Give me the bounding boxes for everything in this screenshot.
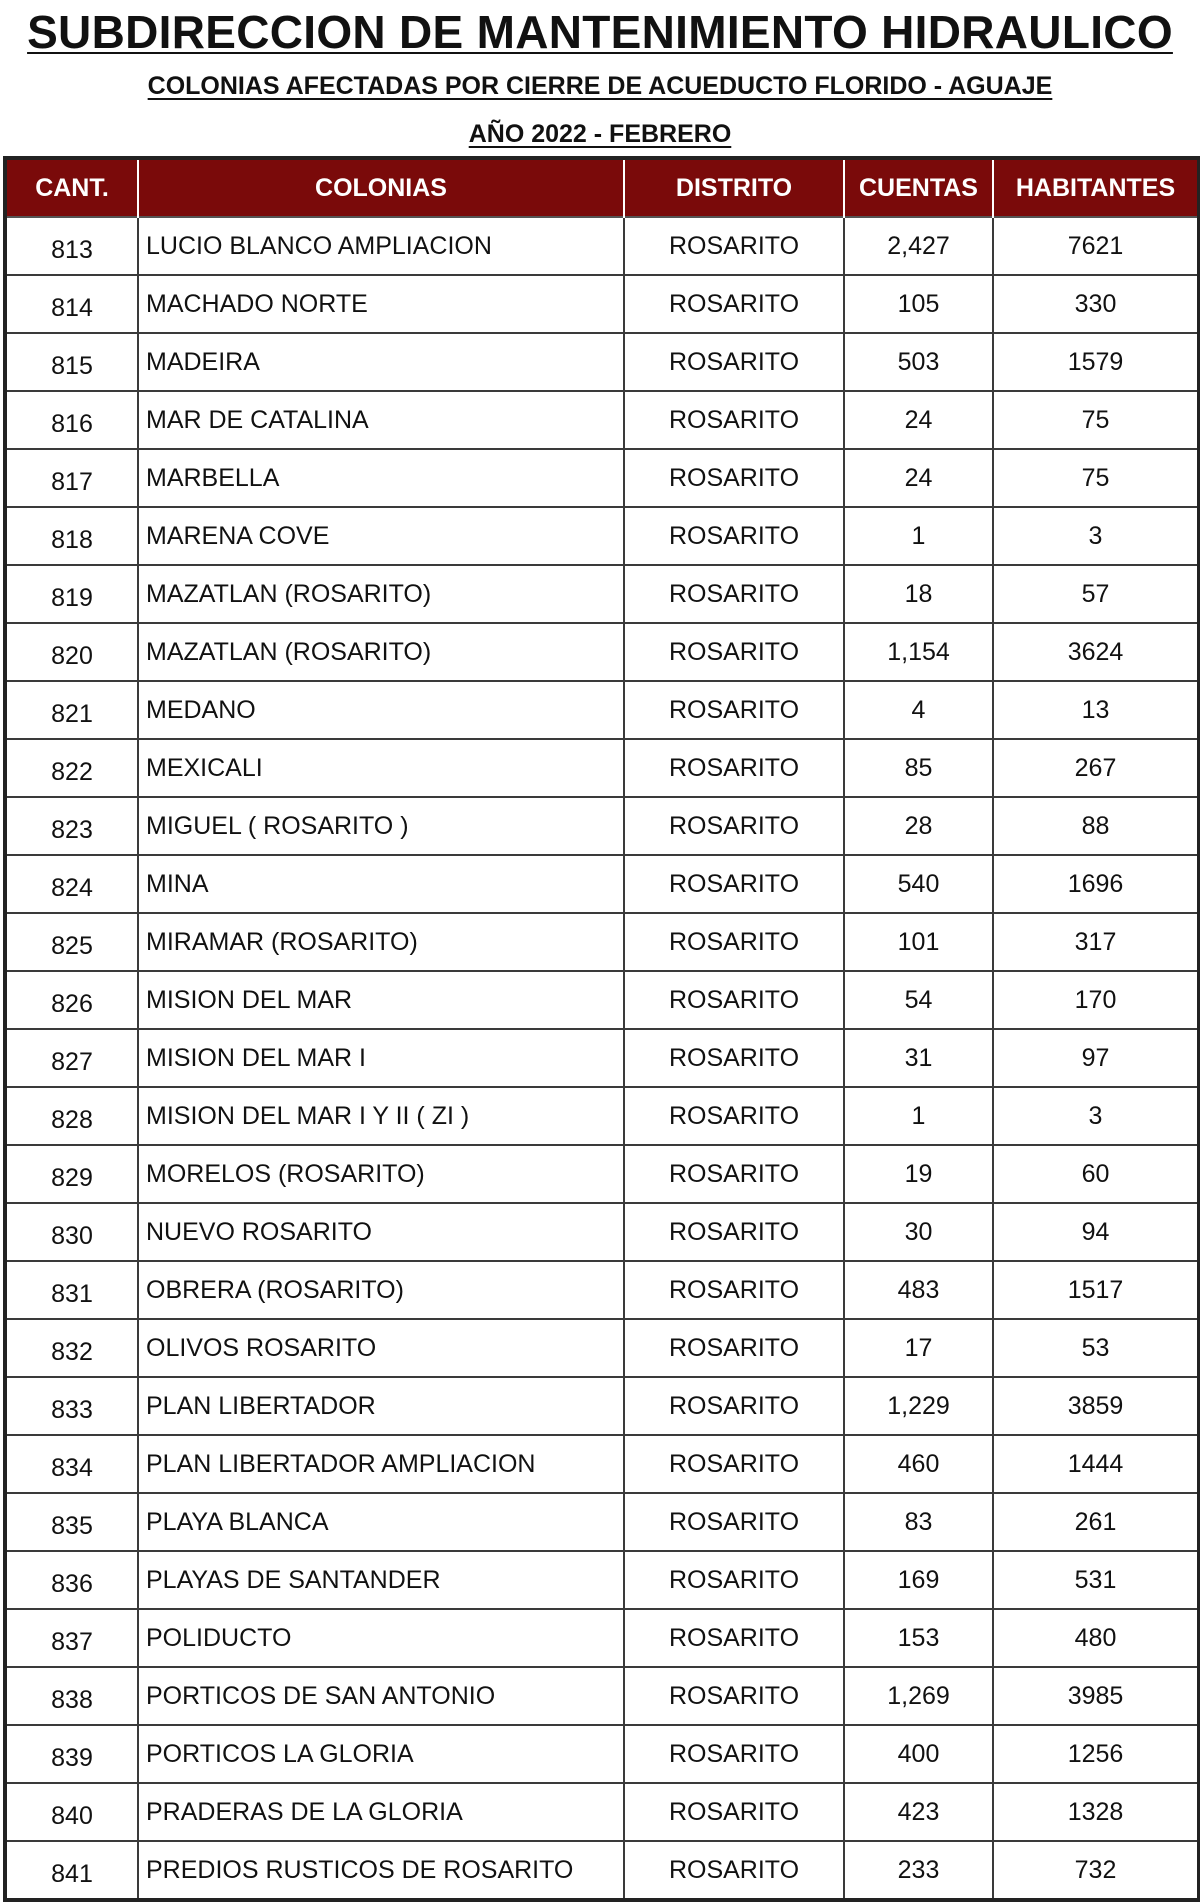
- cell-distrito: ROSARITO: [624, 449, 844, 507]
- column-header-colonias: COLONIAS: [138, 158, 624, 217]
- table-row: [5, 1145, 1199, 1203]
- cell-colonia: LUCIO BLANCO AMPLIACION: [138, 217, 624, 275]
- table-header-row: [5, 158, 1199, 217]
- table-row: [5, 971, 1199, 1029]
- cell-cuentas: 1: [844, 1087, 993, 1145]
- cell-colonia: MACHADO NORTE: [138, 275, 624, 333]
- cell-distrito: ROSARITO: [624, 1667, 844, 1725]
- cell-cant: 822: [5, 739, 138, 797]
- cell-cant: 835: [5, 1493, 138, 1551]
- cell-distrito: ROSARITO: [624, 1203, 844, 1261]
- cell-cuentas: 24: [844, 391, 993, 449]
- cell-distrito: ROSARITO: [624, 1493, 844, 1551]
- cell-distrito: ROSARITO: [624, 797, 844, 855]
- cell-colonia: MISION DEL MAR: [138, 971, 624, 1029]
- table-row: [5, 1377, 1199, 1435]
- cell-colonia: MEXICALI: [138, 739, 624, 797]
- cell-colonia: OBRERA (ROSARITO): [138, 1261, 624, 1319]
- column-header-cuentas: CUENTAS: [844, 158, 993, 217]
- table-row: [5, 913, 1199, 971]
- document-title: SUBDIRECCION DE MANTENIMIENTO HIDRAULICO: [27, 6, 1173, 58]
- cell-cant: 818: [5, 507, 138, 565]
- table-row: [5, 681, 1199, 739]
- cell-cuentas: 153: [844, 1609, 993, 1667]
- cell-habitantes: 3859: [993, 1377, 1199, 1435]
- cell-cuentas: 30: [844, 1203, 993, 1261]
- cell-cant: 816: [5, 391, 138, 449]
- cell-cant: 813: [5, 217, 138, 275]
- cell-colonia: MINA: [138, 855, 624, 913]
- cell-habitantes: 1517: [993, 1261, 1199, 1319]
- cell-cuentas: 2,427: [844, 217, 993, 275]
- cell-colonia: MAZATLAN (ROSARITO): [138, 623, 624, 681]
- cell-habitantes: 88: [993, 797, 1199, 855]
- cell-habitantes: 3985: [993, 1667, 1199, 1725]
- cell-cuentas: 503: [844, 333, 993, 391]
- cell-distrito: ROSARITO: [624, 1725, 844, 1783]
- cell-cuentas: 169: [844, 1551, 993, 1609]
- cell-habitantes: 531: [993, 1551, 1199, 1609]
- cell-distrito: ROSARITO: [624, 971, 844, 1029]
- cell-cant: 829: [5, 1145, 138, 1203]
- cell-distrito: ROSARITO: [624, 623, 844, 681]
- cell-colonia: PLAYA BLANCA: [138, 1493, 624, 1551]
- cell-distrito: ROSARITO: [624, 565, 844, 623]
- cell-cant: 837: [5, 1609, 138, 1667]
- cell-habitantes: 75: [993, 449, 1199, 507]
- column-header-cant: CANT.: [5, 158, 138, 217]
- cell-distrito: ROSARITO: [624, 739, 844, 797]
- cell-cant: 833: [5, 1377, 138, 1435]
- cell-distrito: ROSARITO: [624, 1261, 844, 1319]
- cell-cant: 815: [5, 333, 138, 391]
- colonias-table: [3, 156, 1200, 1902]
- table-row: [5, 739, 1199, 797]
- cell-cuentas: 1,229: [844, 1377, 993, 1435]
- cell-cant: 827: [5, 1029, 138, 1087]
- cell-cant: 821: [5, 681, 138, 739]
- table-row: [5, 391, 1199, 449]
- cell-habitantes: 3624: [993, 623, 1199, 681]
- cell-cuentas: 483: [844, 1261, 993, 1319]
- cell-distrito: ROSARITO: [624, 1319, 844, 1377]
- table-row: [5, 1841, 1199, 1900]
- document-subtitle: COLONIAS AFECTADAS POR CIERRE DE ACUEDUCTO FLORIDO - AGUAJE: [147, 72, 1053, 100]
- cell-habitantes: 1579: [993, 333, 1199, 391]
- cell-habitantes: 53: [993, 1319, 1199, 1377]
- cell-cant: 841: [5, 1841, 138, 1900]
- cell-habitantes: 13: [993, 681, 1199, 739]
- cell-cuentas: 28: [844, 797, 993, 855]
- cell-distrito: ROSARITO: [624, 1377, 844, 1435]
- cell-cuentas: 85: [844, 739, 993, 797]
- cell-colonia: MARBELLA: [138, 449, 624, 507]
- cell-cuentas: 83: [844, 1493, 993, 1551]
- cell-distrito: ROSARITO: [624, 1609, 844, 1667]
- table-row: [5, 449, 1199, 507]
- cell-colonia: PRADERAS DE LA GLORIA: [138, 1783, 624, 1841]
- cell-cant: 832: [5, 1319, 138, 1377]
- cell-cant: 826: [5, 971, 138, 1029]
- cell-cant: 840: [5, 1783, 138, 1841]
- column-header-distrito: DISTRITO: [624, 158, 844, 217]
- cell-colonia: POLIDUCTO: [138, 1609, 624, 1667]
- cell-colonia: PLAYAS DE SANTANDER: [138, 1551, 624, 1609]
- cell-cant: 836: [5, 1551, 138, 1609]
- cell-colonia: PORTICOS DE SAN ANTONIO: [138, 1667, 624, 1725]
- cell-cant: 834: [5, 1435, 138, 1493]
- table-row: [5, 565, 1199, 623]
- cell-colonia: MIRAMAR (ROSARITO): [138, 913, 624, 971]
- cell-cuentas: 460: [844, 1435, 993, 1493]
- cell-distrito: ROSARITO: [624, 855, 844, 913]
- cell-cant: 823: [5, 797, 138, 855]
- cell-colonia: MADEIRA: [138, 333, 624, 391]
- cell-habitantes: 75: [993, 391, 1199, 449]
- cell-cant: 838: [5, 1667, 138, 1725]
- cell-colonia: PREDIOS RUSTICOS DE ROSARITO: [138, 1841, 624, 1900]
- cell-cant: 824: [5, 855, 138, 913]
- cell-colonia: MIGUEL ( ROSARITO ): [138, 797, 624, 855]
- cell-habitantes: 3: [993, 507, 1199, 565]
- cell-habitantes: 330: [993, 275, 1199, 333]
- cell-cuentas: 18: [844, 565, 993, 623]
- cell-habitantes: 60: [993, 1145, 1199, 1203]
- table-row: [5, 855, 1199, 913]
- cell-habitantes: 3: [993, 1087, 1199, 1145]
- cell-cuentas: 54: [844, 971, 993, 1029]
- cell-distrito: ROSARITO: [624, 1087, 844, 1145]
- cell-distrito: ROSARITO: [624, 391, 844, 449]
- cell-habitantes: 732: [993, 1841, 1199, 1900]
- cell-cant: 825: [5, 913, 138, 971]
- cell-colonia: PLAN LIBERTADOR AMPLIACION: [138, 1435, 624, 1493]
- table-row: [5, 623, 1199, 681]
- table-row: [5, 1783, 1199, 1841]
- cell-distrito: ROSARITO: [624, 507, 844, 565]
- table-row: [5, 217, 1199, 275]
- cell-colonia: PLAN LIBERTADOR: [138, 1377, 624, 1435]
- cell-habitantes: 94: [993, 1203, 1199, 1261]
- cell-cant: 831: [5, 1261, 138, 1319]
- table-row: [5, 1435, 1199, 1493]
- cell-cuentas: 1: [844, 507, 993, 565]
- cell-colonia: MORELOS (ROSARITO): [138, 1145, 624, 1203]
- cell-cuentas: 233: [844, 1841, 993, 1900]
- table-row: [5, 507, 1199, 565]
- cell-distrito: ROSARITO: [624, 1783, 844, 1841]
- table-row: [5, 1493, 1199, 1551]
- cell-distrito: ROSARITO: [624, 1551, 844, 1609]
- table-body: [5, 217, 1199, 1900]
- cell-distrito: ROSARITO: [624, 275, 844, 333]
- cell-cuentas: 101: [844, 913, 993, 971]
- cell-cuentas: 400: [844, 1725, 993, 1783]
- cell-cant: 817: [5, 449, 138, 507]
- cell-cant: 819: [5, 565, 138, 623]
- cell-habitantes: 1696: [993, 855, 1199, 913]
- cell-colonia: MISION DEL MAR I Y II ( ZI ): [138, 1087, 624, 1145]
- cell-cant: 820: [5, 623, 138, 681]
- table-row: [5, 333, 1199, 391]
- cell-cuentas: 1,269: [844, 1667, 993, 1725]
- cell-colonia: MEDANO: [138, 681, 624, 739]
- cell-colonia: MAR DE CATALINA: [138, 391, 624, 449]
- table-row: [5, 797, 1199, 855]
- table-row: [5, 1609, 1199, 1667]
- cell-colonia: PORTICOS LA GLORIA: [138, 1725, 624, 1783]
- cell-habitantes: 1328: [993, 1783, 1199, 1841]
- cell-cant: 839: [5, 1725, 138, 1783]
- cell-cuentas: 24: [844, 449, 993, 507]
- cell-habitantes: 7621: [993, 217, 1199, 275]
- cell-distrito: ROSARITO: [624, 1435, 844, 1493]
- cell-colonia: MAZATLAN (ROSARITO): [138, 565, 624, 623]
- cell-distrito: ROSARITO: [624, 1145, 844, 1203]
- cell-cuentas: 105: [844, 275, 993, 333]
- cell-cant: 830: [5, 1203, 138, 1261]
- cell-colonia: MARENA COVE: [138, 507, 624, 565]
- cell-colonia: OLIVOS ROSARITO: [138, 1319, 624, 1377]
- cell-cuentas: 540: [844, 855, 993, 913]
- cell-habitantes: 480: [993, 1609, 1199, 1667]
- cell-distrito: ROSARITO: [624, 1029, 844, 1087]
- table-row: [5, 275, 1199, 333]
- cell-cuentas: 1,154: [844, 623, 993, 681]
- cell-distrito: ROSARITO: [624, 333, 844, 391]
- cell-cuentas: 4: [844, 681, 993, 739]
- cell-cant: 814: [5, 275, 138, 333]
- table-row: [5, 1087, 1199, 1145]
- cell-habitantes: 267: [993, 739, 1199, 797]
- cell-distrito: ROSARITO: [624, 217, 844, 275]
- cell-habitantes: 1256: [993, 1725, 1199, 1783]
- cell-colonia: NUEVO ROSARITO: [138, 1203, 624, 1261]
- cell-habitantes: 57: [993, 565, 1199, 623]
- column-header-habitantes: HABITANTES: [993, 158, 1199, 217]
- table-row: [5, 1203, 1199, 1261]
- cell-cuentas: 19: [844, 1145, 993, 1203]
- cell-cuentas: 423: [844, 1783, 993, 1841]
- table-row: [5, 1029, 1199, 1087]
- document-period: AÑO 2022 - FEBRERO: [468, 120, 732, 148]
- table-row: [5, 1551, 1199, 1609]
- cell-cuentas: 17: [844, 1319, 993, 1377]
- cell-habitantes: 170: [993, 971, 1199, 1029]
- table-row: [5, 1261, 1199, 1319]
- cell-distrito: ROSARITO: [624, 1841, 844, 1900]
- cell-cuentas: 31: [844, 1029, 993, 1087]
- cell-distrito: ROSARITO: [624, 913, 844, 971]
- cell-habitantes: 1444: [993, 1435, 1199, 1493]
- cell-cant: 828: [5, 1087, 138, 1145]
- cell-habitantes: 317: [993, 913, 1199, 971]
- table-row: [5, 1319, 1199, 1377]
- cell-colonia: MISION DEL MAR I: [138, 1029, 624, 1087]
- table-row: [5, 1725, 1199, 1783]
- cell-habitantes: 261: [993, 1493, 1199, 1551]
- cell-distrito: ROSARITO: [624, 681, 844, 739]
- cell-habitantes: 97: [993, 1029, 1199, 1087]
